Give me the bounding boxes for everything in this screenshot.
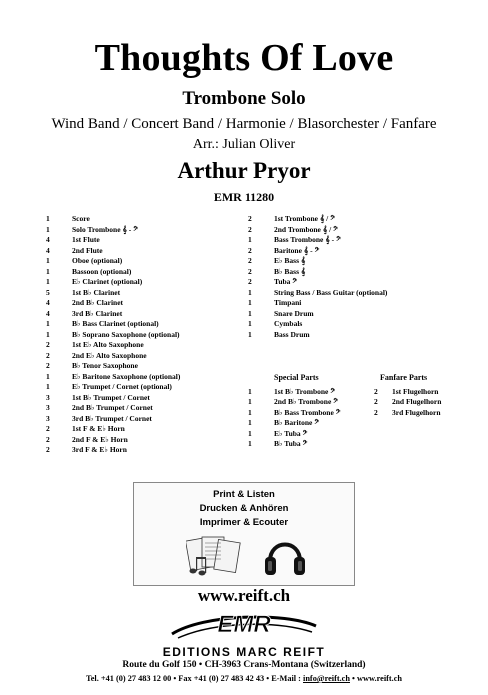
part-quantity: 1 [248,319,252,328]
instrument-row [374,387,474,398]
part-quantity: 2 [46,361,50,370]
instrument-row [248,439,378,450]
headphones-icon [264,531,306,581]
part-quantity: 2 [248,266,252,276]
part-quantity: 2 [248,256,252,265]
part-quantity: 2 [374,407,378,417]
part-quantity: 1 [248,329,252,339]
part-quantity: 4 [46,245,50,255]
instrument-row [46,403,226,414]
part-quantity: 1 [248,298,252,307]
part-quantity: 2 [248,214,252,223]
instrument-name: 2nd Flugelhorn [392,397,442,406]
part-quantity: 1 [46,256,50,265]
instrument-row [248,298,448,309]
instrument-name: Score [72,214,90,223]
instrument-name: B♭ Tuba 𝄢 [274,439,308,448]
instrument-row [46,361,226,372]
instrument-name: String Bass / Bass Guitar (optional) [274,287,388,297]
instrument-name: 2nd Trombone 𝄞 / 𝄢 [274,224,338,234]
special-parts-heading: Special Parts [274,373,319,382]
part-quantity: 4 [46,308,50,318]
instrument-name: B♭ Soprano Saxophone (optional) [72,329,180,339]
instrument-name: 2nd F & E♭ Horn [72,434,128,444]
instrument-name: 1st B♭ Trombone 𝄢 [274,386,336,396]
part-quantity: 1 [46,371,50,381]
part-quantity: 1 [46,266,50,276]
instrument-row [248,277,448,288]
instrument-row [248,408,378,419]
instrument-row [46,246,226,257]
part-quantity: 2 [374,397,378,406]
instrumentation-right [248,214,448,340]
print-listen-box [133,482,355,586]
part-quantity: 2 [46,350,50,360]
sheet-music-icon [186,533,244,579]
part-quantity: 2 [248,277,252,286]
part-quantity: 2 [248,245,252,255]
special-parts [248,373,378,450]
instrument-row [374,408,474,419]
instrument-row [46,445,226,456]
instrument-name: Bass Drum [274,329,310,339]
instrument-row [46,372,226,383]
instrument-name: Timpani [274,298,302,307]
instrument-row [46,319,226,330]
part-quantity: 2 [46,445,50,454]
instrument-name: B♭ Bass Clarinet (optional) [72,319,159,328]
part-quantity: 2 [248,224,252,234]
instrument-name: 3rd F & E♭ Horn [72,445,127,454]
instrument-row [46,298,226,309]
part-quantity: 2 [374,386,378,396]
instrument-row [248,235,448,246]
part-quantity: 1 [248,397,252,406]
part-quantity: 1 [248,407,252,417]
instrument-name: 1st B♭ Clarinet [72,287,121,297]
publisher-address: Route du Golf 150 • CH-3963 Crans-Montana (Switzerland) [122,660,366,670]
instrument-name: 2nd B♭ Clarinet [72,298,124,307]
part-quantity: 1 [46,224,50,234]
instrument-row [46,424,226,435]
part-quantity: 1 [248,428,252,438]
subtitle: Trombone Solo [182,88,306,109]
instrument-name: 1st F & E♭ Horn [72,424,125,433]
instrument-row [46,225,226,236]
page-title: Thoughts Of Love [94,37,394,79]
part-quantity: 1 [46,277,50,286]
fanfare-parts-heading: Fanfare Parts [380,373,428,382]
instrument-name: B♭ Bass 𝄞 [274,266,306,276]
instrument-row [46,256,226,267]
part-quantity: 1 [248,439,252,448]
instrument-row [248,214,448,225]
part-quantity: 1 [248,418,252,427]
contact-prefix: Tel. +41 (0) 27 483 12 00 • Fax +41 (0) 27 483 42 43 • E-Mail : [85,674,304,683]
part-quantity: 1 [46,329,50,339]
instrument-name: 2nd B♭ Trombone 𝄢 [274,397,339,406]
instrument-row [248,397,378,408]
instrument-row [248,319,448,330]
arranger: Arr.: Julian Oliver [192,137,296,152]
part-quantity: 2 [46,434,50,444]
part-quantity: 2 [46,340,50,349]
instrument-row [46,267,226,278]
instrument-name: 2nd E♭ Alto Saxophone [72,350,147,360]
instrument-row [248,225,448,236]
instrument-row [46,309,226,320]
instrument-row [374,397,474,408]
instrument-row [46,288,226,299]
part-quantity: 1 [46,382,50,391]
part-quantity: 2 [46,424,50,433]
part-quantity: 4 [46,235,50,244]
instrument-name: E♭ Bass 𝄞 [274,256,306,265]
instrument-name: 1st Flute [72,235,100,244]
instrument-row [248,246,448,257]
instrument-row [46,393,226,404]
website-url[interactable]: www.reift.ch [197,586,291,605]
instrument-name: E♭ Baritone Saxophone (optional) [72,371,181,381]
instrument-name: Baritone 𝄞 - 𝄢 [274,245,320,255]
print-listen-label: Print & Listen [213,489,275,500]
fanfare-parts [374,373,474,418]
instrument-row [248,288,448,299]
instrument-row [248,256,448,267]
instrument-name: E♭ Clarinet (optional) [72,277,143,286]
part-quantity: 3 [46,392,50,402]
imprimer-ecouter-label: Imprimer & Ecouter [199,517,289,528]
part-quantity: 1 [46,319,50,328]
instrument-name: Bassoon (optional) [72,266,132,276]
contact-line [0,674,488,683]
instrument-name: B♭ Bass Trombone 𝄢 [274,407,341,417]
part-quantity: 1 [248,308,252,318]
instrument-row [46,214,226,225]
instrument-name: B♭ Baritone 𝄢 [274,418,320,427]
instrument-name: E♭ Trumpet / Cornet (optional) [72,382,172,391]
instrument-row [248,418,378,429]
instrument-name: 1st Trombone 𝄞 / 𝄢 [274,214,335,223]
ensemble-list: Wind Band / Concert Band / Harmonie / Blasorchester / Fanfare [51,116,437,132]
instrumentation-left [46,214,226,456]
instrument-row [248,267,448,278]
instrument-name: 3rd Flugelhorn [392,407,441,417]
instrument-row [46,351,226,362]
part-quantity: 3 [46,403,50,412]
instrument-name: 2nd B♭ Trumpet / Cornet [72,403,153,412]
instrument-name: 1st B♭ Trumpet / Cornet [72,392,150,402]
part-quantity: 1 [248,386,252,396]
drucken-anhoren-label: Drucken & Anhören [199,503,289,514]
instrument-name: E♭ Tuba 𝄢 [274,428,308,438]
publisher-name: EDITIONS MARC REIFT [162,645,326,659]
part-quantity: 1 [248,235,252,244]
instrument-row [248,309,448,320]
instrument-name: Solo Trombone 𝄞 - 𝄢 [72,224,138,234]
instrument-name: 3rd B♭ Trumpet / Cornet [72,413,152,423]
instrument-row [46,235,226,246]
catalog-code: EMR 11280 [213,190,275,204]
instrument-name: 3rd B♭ Clarinet [72,308,123,318]
part-quantity: 4 [46,298,50,307]
instrument-name: B♭ Tenor Saxophone [72,361,138,370]
instrument-row [46,277,226,288]
instrument-row [46,435,226,446]
instrument-row [46,330,226,341]
emr-logo [164,604,324,644]
part-quantity: 1 [248,287,252,297]
composer: Arthur Pryor [177,158,311,183]
instrument-name: 2nd Flute [72,245,103,255]
instrument-name: Snare Drum [274,308,314,318]
instrument-row [248,330,448,341]
instrument-name: 1st Flugelhorn [392,386,439,396]
instrument-name: 1st E♭ Alto Saxophone [72,340,144,349]
email-link[interactable]: info@reift.ch [303,674,350,683]
part-quantity: 3 [46,413,50,423]
logo-text: EMR [217,611,271,638]
instrument-name: Cymbals [274,319,303,328]
instrument-row [46,382,226,393]
instrument-row [46,414,226,425]
instrument-name: Tuba 𝄢 [274,277,298,286]
instrument-row [46,340,226,351]
part-quantity: 5 [46,287,50,297]
instrument-name: Bass Trombone 𝄞 - 𝄢 [274,235,341,244]
instrument-row [248,387,378,398]
instrument-name: Oboe (optional) [72,256,123,265]
contact-suffix: • www.reift.ch [349,674,403,683]
instrument-row [248,429,378,440]
part-quantity: 1 [46,214,50,223]
